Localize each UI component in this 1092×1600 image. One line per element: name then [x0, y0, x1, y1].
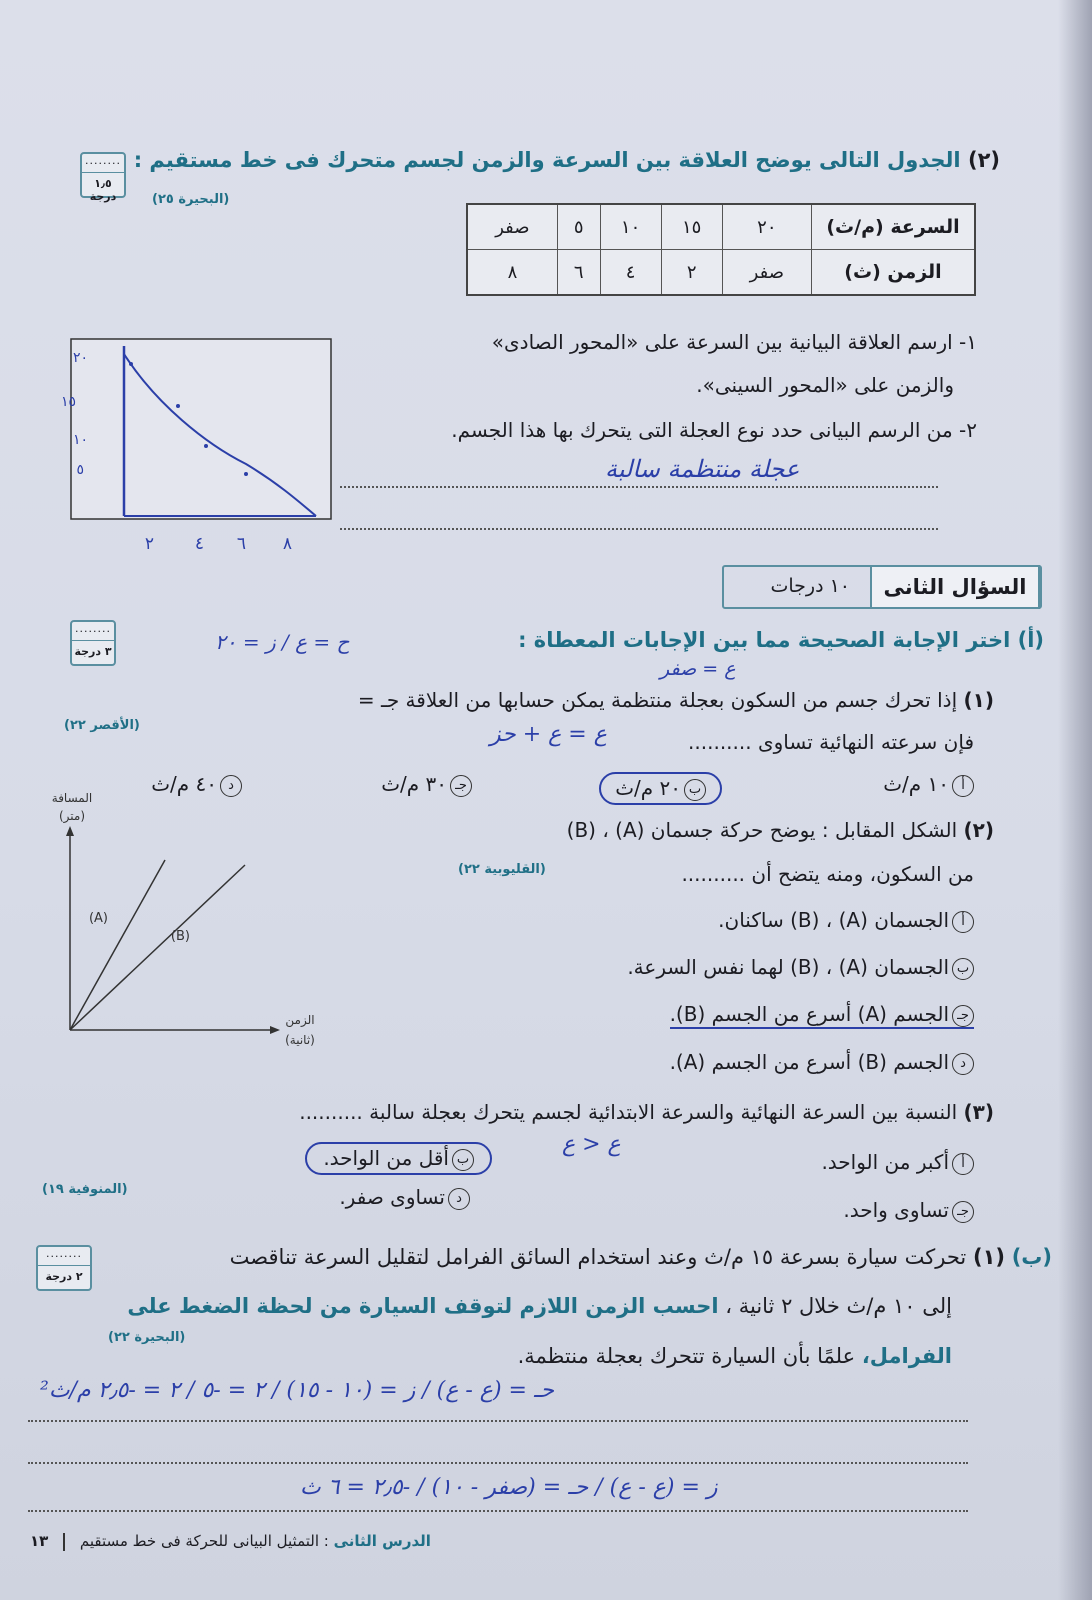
- a-q1-source: (الأقصر ٢٢): [64, 718, 140, 733]
- option-text: تساوى واحد.: [843, 1198, 949, 1222]
- footer-divider: [63, 1533, 65, 1551]
- answer-line: [28, 1462, 968, 1464]
- table-cell: ٢: [661, 250, 722, 296]
- b-q1-line3: [518, 1344, 952, 1368]
- q2-source: (البحيرة ٢٥): [152, 192, 230, 207]
- a-q1-option-b[interactable]: [599, 772, 722, 805]
- option-letter: ب: [684, 779, 706, 801]
- option-text: الجسمان (A) ، (B) ساكنان.: [718, 908, 949, 932]
- a-q1-line2: فإن سرعته النهائية تساوى ..........: [688, 730, 974, 754]
- q2-heading: [134, 148, 1000, 172]
- option-letter: د: [448, 1188, 470, 1210]
- a-q2-option-c[interactable]: [670, 1002, 974, 1029]
- option-letter: أ: [952, 775, 974, 797]
- b-q1-source: (البحيرة ٢٢): [108, 1330, 186, 1345]
- option-letter: د: [220, 775, 242, 797]
- distance-time-graph: [40, 790, 340, 1060]
- part-a-heading: [518, 628, 1044, 652]
- option-text: ٢٠ م/ث: [615, 776, 681, 800]
- part-b-label: (ب): [1011, 1245, 1052, 1269]
- graph-y-label: المسافة: [51, 791, 93, 805]
- line-a: [70, 860, 165, 1030]
- table-cell: ٥: [557, 204, 600, 250]
- option-letter: جـ: [952, 1005, 974, 1027]
- part-a-label: (أ): [1017, 628, 1044, 652]
- table-cell: ١٠: [600, 204, 661, 250]
- handwritten-work: ز = (ع - ع) / حـ = (صفر - ١٠) / -٢٫٥ = ٦ ث: [300, 1475, 718, 1500]
- a-q2-line2: من السكون، ومنه يتضح أن ..........: [681, 862, 974, 886]
- option-text: الجسمان (A) ، (B) لهما نفس السرعة.: [627, 955, 949, 979]
- table-cell: صفر: [467, 204, 557, 250]
- line-a-label: (A): [88, 911, 108, 926]
- graph-point: [176, 404, 180, 408]
- a-q2-option-d[interactable]: [670, 1050, 974, 1075]
- option-letter: أ: [952, 911, 974, 933]
- option-text: الجسم (B) أسرع من الجسم (A).: [669, 1050, 949, 1074]
- footer-topic: : التمثيل البيانى للحركة فى خط مستقيم: [79, 1532, 329, 1550]
- answer-line: [340, 486, 938, 488]
- score-label: ٢ درجة: [45, 1270, 83, 1283]
- graph-point: [129, 362, 133, 366]
- x-tick-label: ٤: [194, 534, 204, 554]
- part-b-score-box: [36, 1245, 92, 1291]
- b-q1-line1: [230, 1245, 1052, 1269]
- b-q1-line3-emph: الفرامل،: [861, 1344, 952, 1368]
- a-q2-option-b[interactable]: [627, 955, 974, 980]
- graph-frame: [71, 339, 331, 519]
- a-q3-option-b[interactable]: [305, 1142, 492, 1175]
- option-text: ٤٠ م/ث: [151, 772, 217, 796]
- graph-point: [204, 444, 208, 448]
- option-letter: ب: [452, 1149, 474, 1171]
- page-footer: [30, 1532, 431, 1551]
- answer-line: [28, 1420, 968, 1422]
- section-two-header: [722, 565, 1042, 609]
- table-row-speed: [467, 204, 975, 250]
- handwritten-note: ع = صفر: [660, 658, 736, 680]
- student-graph: [60, 334, 336, 564]
- q2-task2: ٢- من الرسم البيانى حدد نوع العجلة التى يتحرك بها هذا الجسم.: [451, 418, 977, 442]
- table-cell: ٢٠: [722, 204, 811, 250]
- section-points: ١٠ درجات: [770, 575, 850, 597]
- q2-score-box: [80, 152, 126, 203]
- graph-y-unit: (متر): [58, 809, 86, 823]
- line-b: [70, 865, 245, 1030]
- option-letter: د: [952, 1053, 974, 1075]
- a-q3-source: (المنوفية ١٩): [42, 1182, 128, 1197]
- q2-task1-line2: والزمن على «المحور السينى».: [696, 373, 954, 397]
- table-cell: ٦: [557, 250, 600, 296]
- option-letter: أ: [952, 1153, 974, 1175]
- a-q1-option-c[interactable]: [381, 772, 472, 797]
- y-arrow-icon: [66, 826, 74, 836]
- answer-line: [28, 1510, 968, 1512]
- q2-number: (٢): [967, 148, 1000, 172]
- score-dots: ........: [72, 622, 114, 641]
- a-q1-line1: [358, 688, 994, 712]
- graph-x-unit: (ثانية): [285, 1033, 315, 1047]
- y-tick-label: ١٠: [72, 432, 88, 448]
- graph-x-label: الزمن: [285, 1013, 315, 1027]
- footer-lesson: الدرس الثانى: [333, 1532, 431, 1550]
- a-q3-option-a[interactable]: [821, 1150, 974, 1175]
- y-tick-label: ٥: [76, 462, 84, 478]
- option-letter: جـ: [450, 775, 472, 797]
- a-q2-source: (القليوبية ٢٢): [458, 862, 546, 877]
- handwritten-note: ع < ع: [562, 1132, 621, 1157]
- handwritten-work: حـ = (ع - ع) / ز = (١٠ - ١٥) / ٢ = -٥ / ٢ = -٢٫٥ م/ث²: [40, 1378, 554, 1403]
- a-q3-line1: [299, 1100, 994, 1124]
- a-q1-text: إذا تحرك جسم من السكون بعجلة منتظمة يمكن حسابها من العلاقة جـ =: [357, 688, 958, 712]
- part-a-score-box: [70, 620, 116, 666]
- option-text: تساوى صفر.: [339, 1185, 445, 1209]
- b-q1-line3-plain: علمًا بأن السيارة تتحرك بعجلة منتظمة.: [517, 1344, 856, 1368]
- page-edge-shadow: [1058, 0, 1092, 1600]
- x-tick-label: ٢: [144, 534, 154, 554]
- table-cell: صفر: [722, 250, 811, 296]
- table-cell: ٤: [600, 250, 661, 296]
- table-cell: ١٥: [661, 204, 722, 250]
- speed-time-table: [466, 203, 976, 296]
- x-arrow-icon: [270, 1026, 280, 1034]
- option-letter: جـ: [952, 1201, 974, 1223]
- a-q1-option-a[interactable]: [883, 772, 974, 797]
- a-q3-option-d[interactable]: [339, 1185, 470, 1210]
- a-q3-option-c[interactable]: [843, 1198, 974, 1223]
- answer-line: [340, 528, 938, 530]
- a-q3-number: (٣): [963, 1100, 994, 1124]
- score-label: ١٫٥ درجة: [89, 177, 117, 203]
- a-q2-number: (٢): [963, 818, 994, 842]
- option-letter: ب: [952, 958, 974, 980]
- x-tick-label: ٦: [236, 534, 246, 554]
- line-b-label: (B): [170, 929, 190, 944]
- table-row-head: السرعة (م/ث): [812, 204, 976, 250]
- table-row-head: الزمن (ث): [812, 250, 976, 296]
- table-row-time: [467, 250, 975, 296]
- option-text: أكبر من الواحد.: [821, 1150, 949, 1174]
- y-tick-label: ١٥: [60, 394, 76, 410]
- graph-point: [244, 472, 248, 476]
- part-a-title: اختر الإجابة الصحيحة مما بين الإجابات المعطاة :: [518, 628, 1011, 652]
- b-q1-text: تحركت سيارة بسرعة ١٥ م/ث وعند استخدام السائق الفرامل لتقليل السرعة تناقصت: [229, 1245, 967, 1269]
- handwritten-note: ع = ع + حز: [490, 722, 607, 747]
- table-cell: ٨: [467, 250, 557, 296]
- b-q1-line2-plain: إلى ١٠ م/ث خلال ٢ ثانية ،: [725, 1294, 952, 1318]
- score-dots: ........: [82, 154, 124, 173]
- option-text: ١٠ م/ث: [883, 772, 949, 796]
- a-q2-text: الشكل المقابل : يوضح حركة جسمان (A) ، (B): [566, 818, 958, 842]
- x-tick-label: ٨: [282, 534, 292, 554]
- handwritten-note: ح = ع / ز = ٢٠: [215, 630, 350, 654]
- a-q1-number: (١): [963, 688, 994, 712]
- page-number: ١٣: [30, 1532, 49, 1550]
- a-q3-text: النسبة بين السرعة النهائية والسرعة الابتدائية لجسم يتحرك بعجلة سالبة ..........: [299, 1100, 958, 1124]
- b-q1-number: (١): [972, 1245, 1005, 1269]
- option-text: أقل من الواحد.: [323, 1146, 449, 1170]
- y-tick-label: ٢٠: [72, 350, 88, 366]
- b-q1-line2-emph: احسب الزمن اللازم لتوقف السيارة من لحظة الضغط على: [127, 1294, 719, 1318]
- handwritten-answer: عجلة منتظمة سالبة: [605, 455, 800, 483]
- score-label: ٣ درجة: [74, 645, 112, 658]
- q2-title: الجدول التالى يوضح العلاقة بين السرعة والزمن لجسم متحرك فى خط مستقيم :: [133, 148, 961, 172]
- section-title: السؤال الثانى: [870, 565, 1040, 609]
- option-text: ٣٠ م/ث: [381, 772, 447, 796]
- a-q2-line1: [567, 818, 994, 842]
- b-q1-line2: [127, 1294, 952, 1318]
- q2-task1-line1: ١- ارسم العلاقة البيانية بين السرعة على «المحور الصادى»: [491, 330, 977, 354]
- option-text: الجسم (A) أسرع من الجسم (B).: [669, 1002, 949, 1026]
- a-q2-option-a[interactable]: [718, 908, 974, 933]
- score-dots: ........: [38, 1247, 90, 1266]
